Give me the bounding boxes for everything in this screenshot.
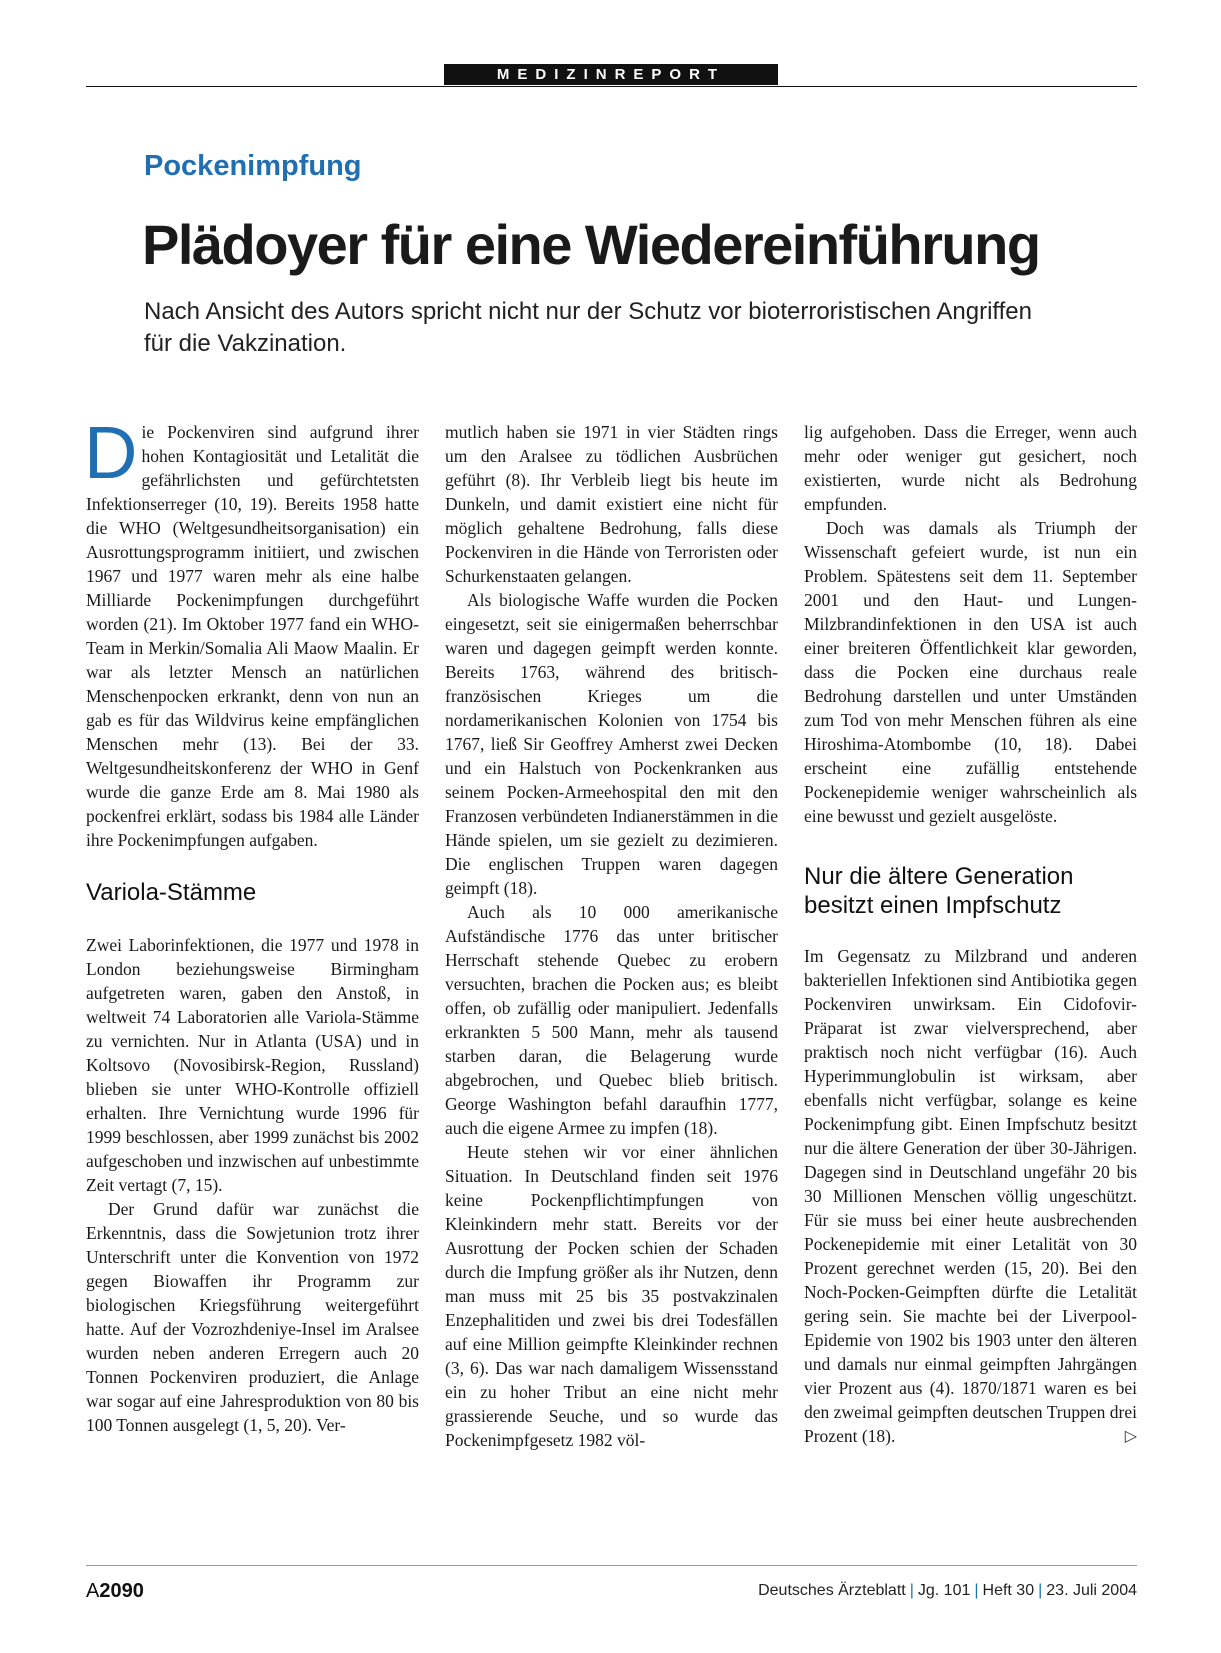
subheading-variola: Variola-Stämme [86,879,257,906]
subheading-generation: Nur die ältere Generation besitzt einen Impfschutz [804,863,1074,919]
article-kicker: Pockenimpfung [144,150,362,182]
column-3 [804,420,1137,1448]
paragraph: Doch was damals als Triumph der Wissenschaft gefeiert wurde, ist nun ein Problem. Spätestens seit dem 11. September 2001 und den Haut- und Lungen-Milzbrandinfektionen in den USA ist auch einer breiteren Öffentlichkeit klar geworden, dass die Pocken eine durchaus reale Bedrohung darstellen und unter Umständen zum Tod von mehr Menschen führen als eine Hiroshima-Atombombe (10, 18). Dabei erscheint eine zufällig entstehende Pockenepidemie weniger wahrscheinlich als eine bewusst und gezielt ausgelöste. [804,518,1137,826]
journal-info: Deutsches Ärzteblatt | Jg. 101 | Heft 30 | 23. Juli 2004 [758,1582,1137,1599]
paragraph: Im Gegensatz zu Milzbrand und anderen bakteriellen Infektionen sind Antibiotika gegen Pockenviren unwirksam. Ein Cidofovir-Präparat ist zwar vielversprechend, aber praktisch noch nicht verfügbar (16). Auch Hyperimmunglobulin ist wirksam, aber ebenfalls nicht verfügbar, solange es keine Pockenimpfung gibt. Einen Impfschutz besitzt nur die ältere Generation der über 30-Jährigen. Dagegen sind in Deutschland ungefähr 20 bis 30 Millionen Menschen völlig ungeschützt. Für sie muss bei einer heute ausbrechenden Pockenepidemie mit einer Letalität von 30 Prozent gerechnet werden (15, 20). Bei den Noch-Pocken-Geimpften dürfte die Letalität gering sein. Sie machte bei der Liverpool-Epidemie von 1902 bis 1903 unter den älteren und damals nur einmal geimpften Jahrgängen vier Prozent aus (4). 1870/1871 waren es bei den zweimal geimpften deutschen Truppen drei Prozent (18). ▷ [804,946,1137,1446]
journal-issue: Heft 30 [982,1582,1035,1599]
journal-volume: Jg. 101 [917,1582,971,1599]
header-rule [86,86,1137,87]
drop-cap: D [84,411,138,494]
page-number: A2090 [86,1580,144,1602]
paragraph: Als biologische Waffe wurden die Pocken eingesetzt, seit sie einigermaßen beherrschbar waren und dagegen geimpft werden konnte. Bereits 1763, während des britisch-französischen Krieges um die nordamerikanischen Kolonien von 1754 bis 1767, ließ Sir Geoffrey Amherst zwei Decken und ein Halstuch von Pockenkranken aus seinem Pocken-Armeehospital den mit den Franzosen verbündeten Indianerstämmen in die Hände spielen, um sie gezielt zu dezimieren. Die englischen Truppen waren dagegen geimpft (18). [445,590,778,898]
article-title: Plädoyer für eine Wiedereinführung [142,213,1040,276]
paragraph: Zwei Laborinfektionen, die 1977 und 1978 in London beziehungsweise Birmingham aufgetreten waren, gaben den Anstoß, in weltweit 74 Laboratorien alle Variola-Stämme zu vernichten. Nur in Atlanta (USA) und in Koltsovo (Novosibirsk-Region, Russland) blieben sie unter WHO-Kontrolle offiziell erhalten. Ihre Vernichtung wurde 1996 für 1999 beschlossen, aber 1999 zunächst bis 2002 aufgeschoben und inzwischen auf unbestimmte Zeit vertagt (7, 15). [86,935,419,1195]
paragraph: Heute stehen wir vor einer ähnlichen Situation. In Deutschland finden seit 1976 keine Pockenpflichtimpfungen von Kleinkindern mehr statt. Bereits vor der Ausrottung der Pocken schien der Schaden durch die Impfung größer als ihr Nutzen, denn man muss mit 25 bis 35 postvakzinalen Enzephalitiden und zwei bis drei Todesfällen auf eine Million geimpfte Kleinkinder rechnen (3, 6). Das war nach damaligem Wissensstand ein zu hoher Tribut an eine nicht mehr grassierende Seuche, und so wurde das Pockenimpfgesetz 1982 völ- [445,1142,778,1450]
paragraph: Auch als 10 000 amerikanische Aufständische 1776 das unter britischer Herrschaft stehende Quebec zu erobern versuchten, brachen die Pocken aus; es bleibt offen, ob zufällig oder manipuliert. Jedenfalls erkrankten 5 500 Mann, mehr als tausend starben daran, die Belagerung wurde abgebrochen, und Quebec blieb britisch. George Washington befahl daraufhin 1777, auch die eigene Armee zu impfen (18). [445,902,778,1138]
column-2 [445,420,778,1452]
paragraph: Die Pockenviren sind aufgrund ihrer hohen Kontagiosität und Letalität die gefährlichsten und gefürchtetsten Infektionserreger (10, 19). Bereits 1958 hatte die WHO (Weltgesundheitsorganisation) ein Ausrottungsprogramm initiiert, und zwischen 1967 und 1977 waren mehr als eine halbe Milliarde Pockenimpfungen durchgeführt worden (21). Im Oktober 1977 fand ein WHO-Team in Merkin/Somalia Ali Maow Maalin. Er war als letzter Mensch an natürlichen Menschenpocken erkrankt, denn von nun an gab es für das Wildvirus keine empfänglichen Menschen mehr (13). Bei der 33. Weltgesundheitskonferenz der WHO in Genf wurde die ganze Erde am 8. Mai 1980 als pockenfrei erklärt, sodass bis 1984 alle Länder ihre Pockenimpfungen aufgaben. [84,411,419,850]
journal-name: Deutsches Ärzteblatt [758,1582,906,1599]
section-label: MEDIZINREPORT [444,64,778,85]
journal-date: 23. Juli 2004 [1046,1582,1137,1599]
continue-arrow-icon: ▷ [1124,1426,1137,1445]
paragraph: mutlich haben sie 1971 in vier Städten rings um den Aralsee zu tödlichen Ausbrüchen geführt (8). Ihr Verbleib liegt bis heute im Dunkeln, und damit existiert eine nicht für möglich gehaltene Bedrohung, falls diese Pockenviren in die Hände von Terroristen oder Schurkenstaaten gelangen. [445,422,778,586]
paragraph: Der Grund dafür war zunächst die Erkenntnis, dass die Sowjetunion trotz ihrer Unterschrift unter die Konvention von 1972 gegen Biowaffen ihr Programm zur biologischen Kriegsführung weitergeführt hatte. Auf der Vozrozhdeniye-Insel im Aralsee wurden neben anderen Erregern auch 20 Tonnen Pockenviren produziert, die Anlage war sogar auf eine Jahresproduktion von 80 bis 100 Tonnen ausgelegt (1, 5, 20). Ver- [86,1199,419,1435]
article-lead: Nach Ansicht des Autors spricht nicht nur der Schutz vor bioterroristischen Angriffen für die Vakzination. [144,298,1032,357]
column-1 [84,411,419,1437]
footer-rule [86,1565,1137,1566]
paragraph: lig aufgehoben. Dass die Erreger, wenn auch mehr oder weniger gut gesichert, noch existierten, wurde nicht als Bedrohung empfunden. [804,422,1137,514]
